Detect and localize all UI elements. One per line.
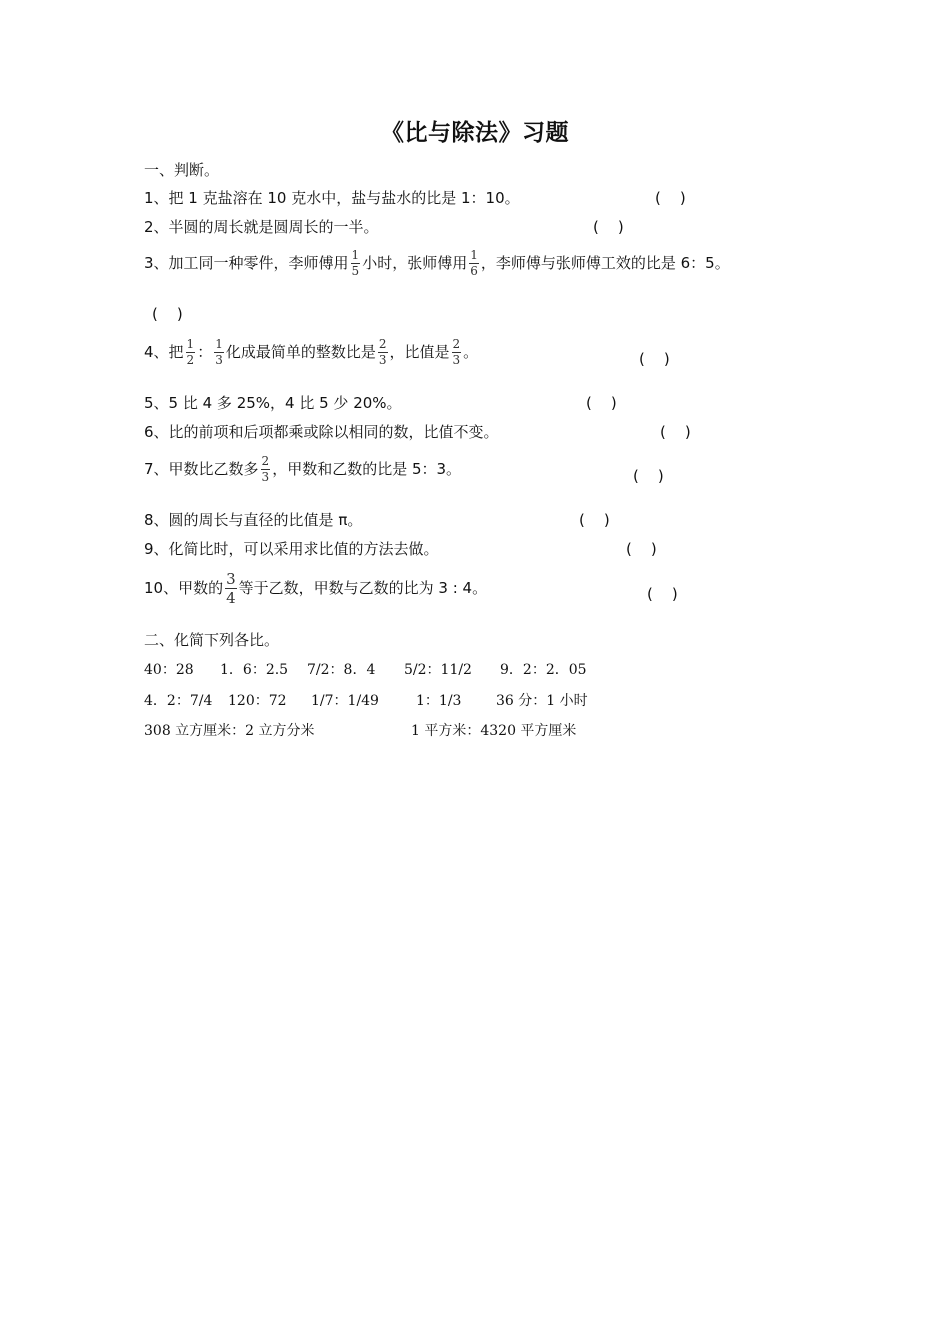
answer-blank-2[interactable]: ( ) <box>593 218 624 236</box>
question-7-text-b: ，甲数和乙数的比是 5：3。 <box>272 460 462 478</box>
fraction: $\frac{2}{3}$ <box>452 337 461 367</box>
answer-blank-1[interactable]: ( ) <box>655 189 686 207</box>
fraction: $\frac{2}{3}$ <box>378 337 387 367</box>
question-2: 2、半圆的周长就是圆周长的一半。 <box>144 218 379 236</box>
ratio-item: 7/2：8．4 <box>307 662 376 678</box>
answer-blank-3[interactable]: ( ) <box>152 305 183 323</box>
answer-blank-6[interactable]: ( ) <box>660 423 691 441</box>
ratio-item: 1/7：1/49 <box>311 693 379 709</box>
section-1-heading: 一、判断。 <box>144 161 220 179</box>
question-4 <box>144 337 478 368</box>
question-4-text-a: 4、把 <box>144 343 184 361</box>
answer-blank-7[interactable]: ( ) <box>633 467 664 485</box>
question-1: 1、把 1 克盐溶在 10 克水中，盐与盐水的比是 1：10。 <box>144 189 520 207</box>
fraction: $\frac{1}{3}$ <box>215 337 223 367</box>
answer-blank-9[interactable]: ( ) <box>626 540 657 558</box>
answer-blank-5[interactable]: ( ) <box>586 394 617 412</box>
question-8: 8、圆的周长与直径的比值是 π。 <box>144 511 363 529</box>
ratio-item: 36 分：1 小时 <box>496 693 588 709</box>
ratio-item: 1 平方米：4320 平方厘米 <box>411 723 577 739</box>
section-2-heading: 二、化简下列各比。 <box>144 631 280 649</box>
question-3-text-a: 3、加工同一种零件，李师傅用 <box>144 254 349 272</box>
fraction: $\frac{3}{4}$ <box>226 570 236 607</box>
question-3 <box>144 248 730 279</box>
ratio-item: 308 立方厘米：2 立方分米 <box>144 723 315 739</box>
question-3-text-c: ，李师傅与张师傅工效的比是 6：5。 <box>480 254 730 272</box>
question-10-text-a: 10、甲数的 <box>144 579 224 597</box>
question-7-text-a: 7、甲数比乙数多 <box>144 460 259 478</box>
ratio-item: 4．2：7/4 <box>144 693 213 709</box>
fraction: $\frac{1}{5}$ <box>351 248 360 278</box>
question-9: 9、化简比时，可以采用求比值的方法去做。 <box>144 540 439 558</box>
answer-blank-10[interactable]: ( ) <box>647 585 678 603</box>
ratio-item: 40：28 <box>144 662 194 678</box>
ratio-item: 9．2：2．05 <box>500 662 587 678</box>
page-title: 《比与除法》习题 <box>381 120 569 146</box>
question-6: 6、比的前项和后项都乘或除以相同的数，比值不变。 <box>144 423 499 441</box>
ratio-item: 1：1/3 <box>416 693 462 709</box>
answer-blank-8[interactable]: ( ) <box>579 511 610 529</box>
ratio-item: 1．6：2.5 <box>220 662 289 678</box>
question-4-text-b: 化成最简单的整数比是 <box>225 343 376 361</box>
question-10-text-b: 等于乙数，甲数与乙数的比为 3 : 4。 <box>238 579 488 597</box>
question-7 <box>144 454 461 485</box>
question-5: 5、5 比 4 多 25%，4 比 5 少 20%。 <box>144 394 402 412</box>
fraction: $\frac{2}{3}$ <box>261 454 270 484</box>
ratio-item: 120：72 <box>228 693 287 709</box>
question-3-text-b: 小时，张师傅用 <box>362 254 468 272</box>
ratio-colon: ： <box>197 343 213 361</box>
question-4-text-d: 。 <box>463 343 479 361</box>
fraction: $\frac{1}{2}$ <box>186 337 195 367</box>
question-10 <box>144 570 487 607</box>
ratio-item: 5/2：11/2 <box>404 662 472 678</box>
answer-blank-4[interactable]: ( ) <box>639 350 670 368</box>
fraction: $\frac{1}{6}$ <box>470 248 478 278</box>
question-4-text-c: ，比值是 <box>389 343 450 361</box>
